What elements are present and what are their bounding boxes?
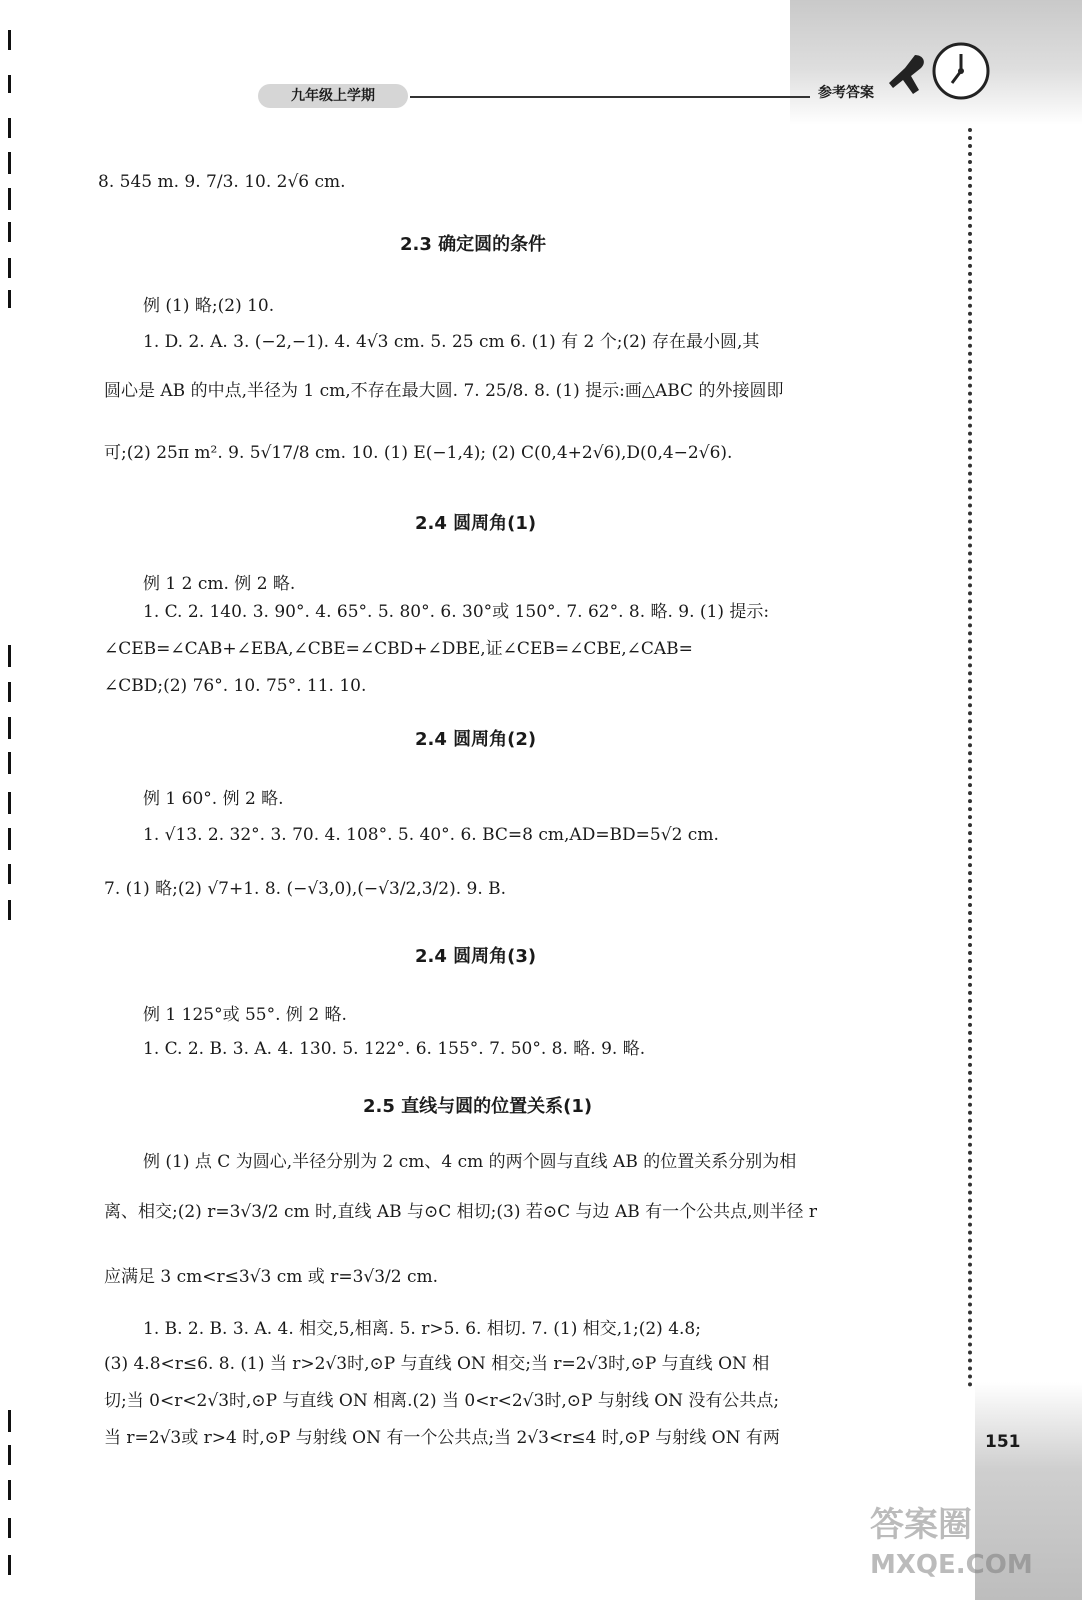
clock-icon: [930, 40, 992, 102]
watermark: [870, 1505, 1033, 1585]
answer-line: 可;(2) 25π m². 9. 5√17/8 cm. 10. (1) E(−1,4); (2) C(0,4+2√6),D(0,4−2√6).: [104, 443, 733, 463]
page-number: 151: [985, 1432, 1021, 1452]
answer-line: 当 r=2√3或 r>4 时,⊙P 与射线 ON 有一个公共点;当 2√3<r≤4 时,⊙P 与射线 ON 有两: [104, 1428, 780, 1448]
section-heading: 2.4 圆周角(2): [415, 729, 537, 750]
answer-line: 1. B. 2. B. 3. A. 4. 相交,5,相离. 5. r>5. 6. 相切. 7. (1) 相交,1;(2) 4.8;: [143, 1319, 701, 1339]
answer-line: 例 (1) 点 C 为圆心,半径分别为 2 cm、4 cm 的两个圆与直线 AB 的位置关系分别为相: [143, 1152, 797, 1172]
binding-mark: [8, 118, 11, 138]
binding-mark: [8, 1445, 11, 1465]
binding-mark: [8, 1518, 11, 1538]
binding-mark: [8, 75, 11, 93]
binding-mark: [8, 1480, 11, 1500]
section-label: 参考答案: [818, 85, 874, 101]
answer-line: 圆心是 AB 的中点,半径为 1 cm,不存在最大圆. 7. 25/8. 8. (1) 提示:画△ABC 的外接圆即: [104, 381, 784, 401]
answer-line: 例 1 60°. 例 2 略.: [143, 789, 284, 809]
dotted-rule: [968, 128, 972, 1388]
answer-line: 1. √13. 2. 32°. 3. 70. 4. 108°. 5. 40°. 6. BC=8 cm,AD=BD=5√2 cm.: [143, 825, 719, 845]
header-rule: [410, 96, 810, 98]
binding-mark: [8, 792, 11, 814]
binding-mark: [8, 258, 11, 278]
binding-mark: [8, 30, 11, 50]
binding-mark: [8, 152, 11, 174]
binding-mark: [8, 1555, 11, 1575]
binding-mark: [8, 900, 11, 920]
binding-mark: [8, 864, 11, 884]
watermark-line1: 答案圈: [870, 1505, 972, 1545]
binding-mark: [8, 717, 11, 739]
binding-mark: [8, 645, 11, 667]
answer-line: ∠CEB=∠CAB+∠EBA,∠CBE=∠CBD+∠DBE,证∠CEB=∠CBE,∠CAB=: [104, 639, 693, 659]
answer-line: 离、相交;(2) r=3√3/2 cm 时,直线 AB 与⊙C 相切;(3) 若⊙C 与边 AB 有一个公共点,则半径 r: [104, 1202, 818, 1222]
answer-line: ∠CBD;(2) 76°. 10. 75°. 11. 10.: [104, 676, 367, 696]
watermark-line2: MXQE.COM: [870, 1550, 1033, 1580]
section-heading: 2.4 圆周角(1): [415, 513, 537, 534]
binding-mark: [8, 828, 11, 850]
binding-mark: [8, 1410, 11, 1432]
answer-line: 应满足 3 cm<r≤3√3 cm 或 r=3√3/2 cm.: [104, 1267, 439, 1287]
answer-line: 1. D. 2. A. 3. (−2,−1). 4. 4√3 cm. 5. 25 cm 6. (1) 有 2 个;(2) 存在最小圆,其: [143, 332, 760, 352]
answer-line: 切;当 0<r<2√3时,⊙P 与直线 ON 相离.(2) 当 0<r<2√3时,⊙P 与射线 ON 没有公共点;: [104, 1391, 780, 1411]
answer-line: 例 1 125°或 55°. 例 2 略.: [143, 1005, 347, 1025]
binding-mark: [8, 752, 11, 774]
binding-mark: [8, 290, 11, 308]
grade-label: 九年级上学期: [258, 84, 408, 108]
section-heading: 2.5 直线与圆的位置关系(1): [363, 1096, 593, 1117]
answer-line: 7. (1) 略;(2) √7+1. 8. (−√3,0),(−√3/2,3/2). 9. B.: [104, 879, 507, 899]
answer-line: 例 (1) 略;(2) 10.: [143, 296, 275, 316]
answer-line: (3) 4.8<r≤6. 8. (1) 当 r>2√3时,⊙P 与直线 ON 相交;当 r=2√3时,⊙P 与直线 ON 相: [104, 1354, 770, 1374]
binding-mark: [8, 222, 11, 242]
runner-icon: [885, 50, 935, 105]
section-heading: 2.4 圆周角(3): [415, 946, 537, 967]
answer-line: 1. C. 2. B. 3. A. 4. 130. 5. 122°. 6. 155°. 7. 50°. 8. 略. 9. 略.: [143, 1039, 646, 1059]
answer-line: 1. C. 2. 140. 3. 90°. 4. 65°. 5. 80°. 6. 30°或 150°. 7. 62°. 8. 略. 9. (1) 提示:: [143, 602, 770, 622]
answer-line: 例 1 2 cm. 例 2 略.: [143, 574, 296, 594]
answer-line: 8. 545 m. 9. 7/3. 10. 2√6 cm.: [98, 172, 346, 192]
binding-mark: [8, 682, 11, 702]
binding-mark: [8, 188, 11, 210]
section-heading: 2.3 确定圆的条件: [400, 234, 547, 255]
